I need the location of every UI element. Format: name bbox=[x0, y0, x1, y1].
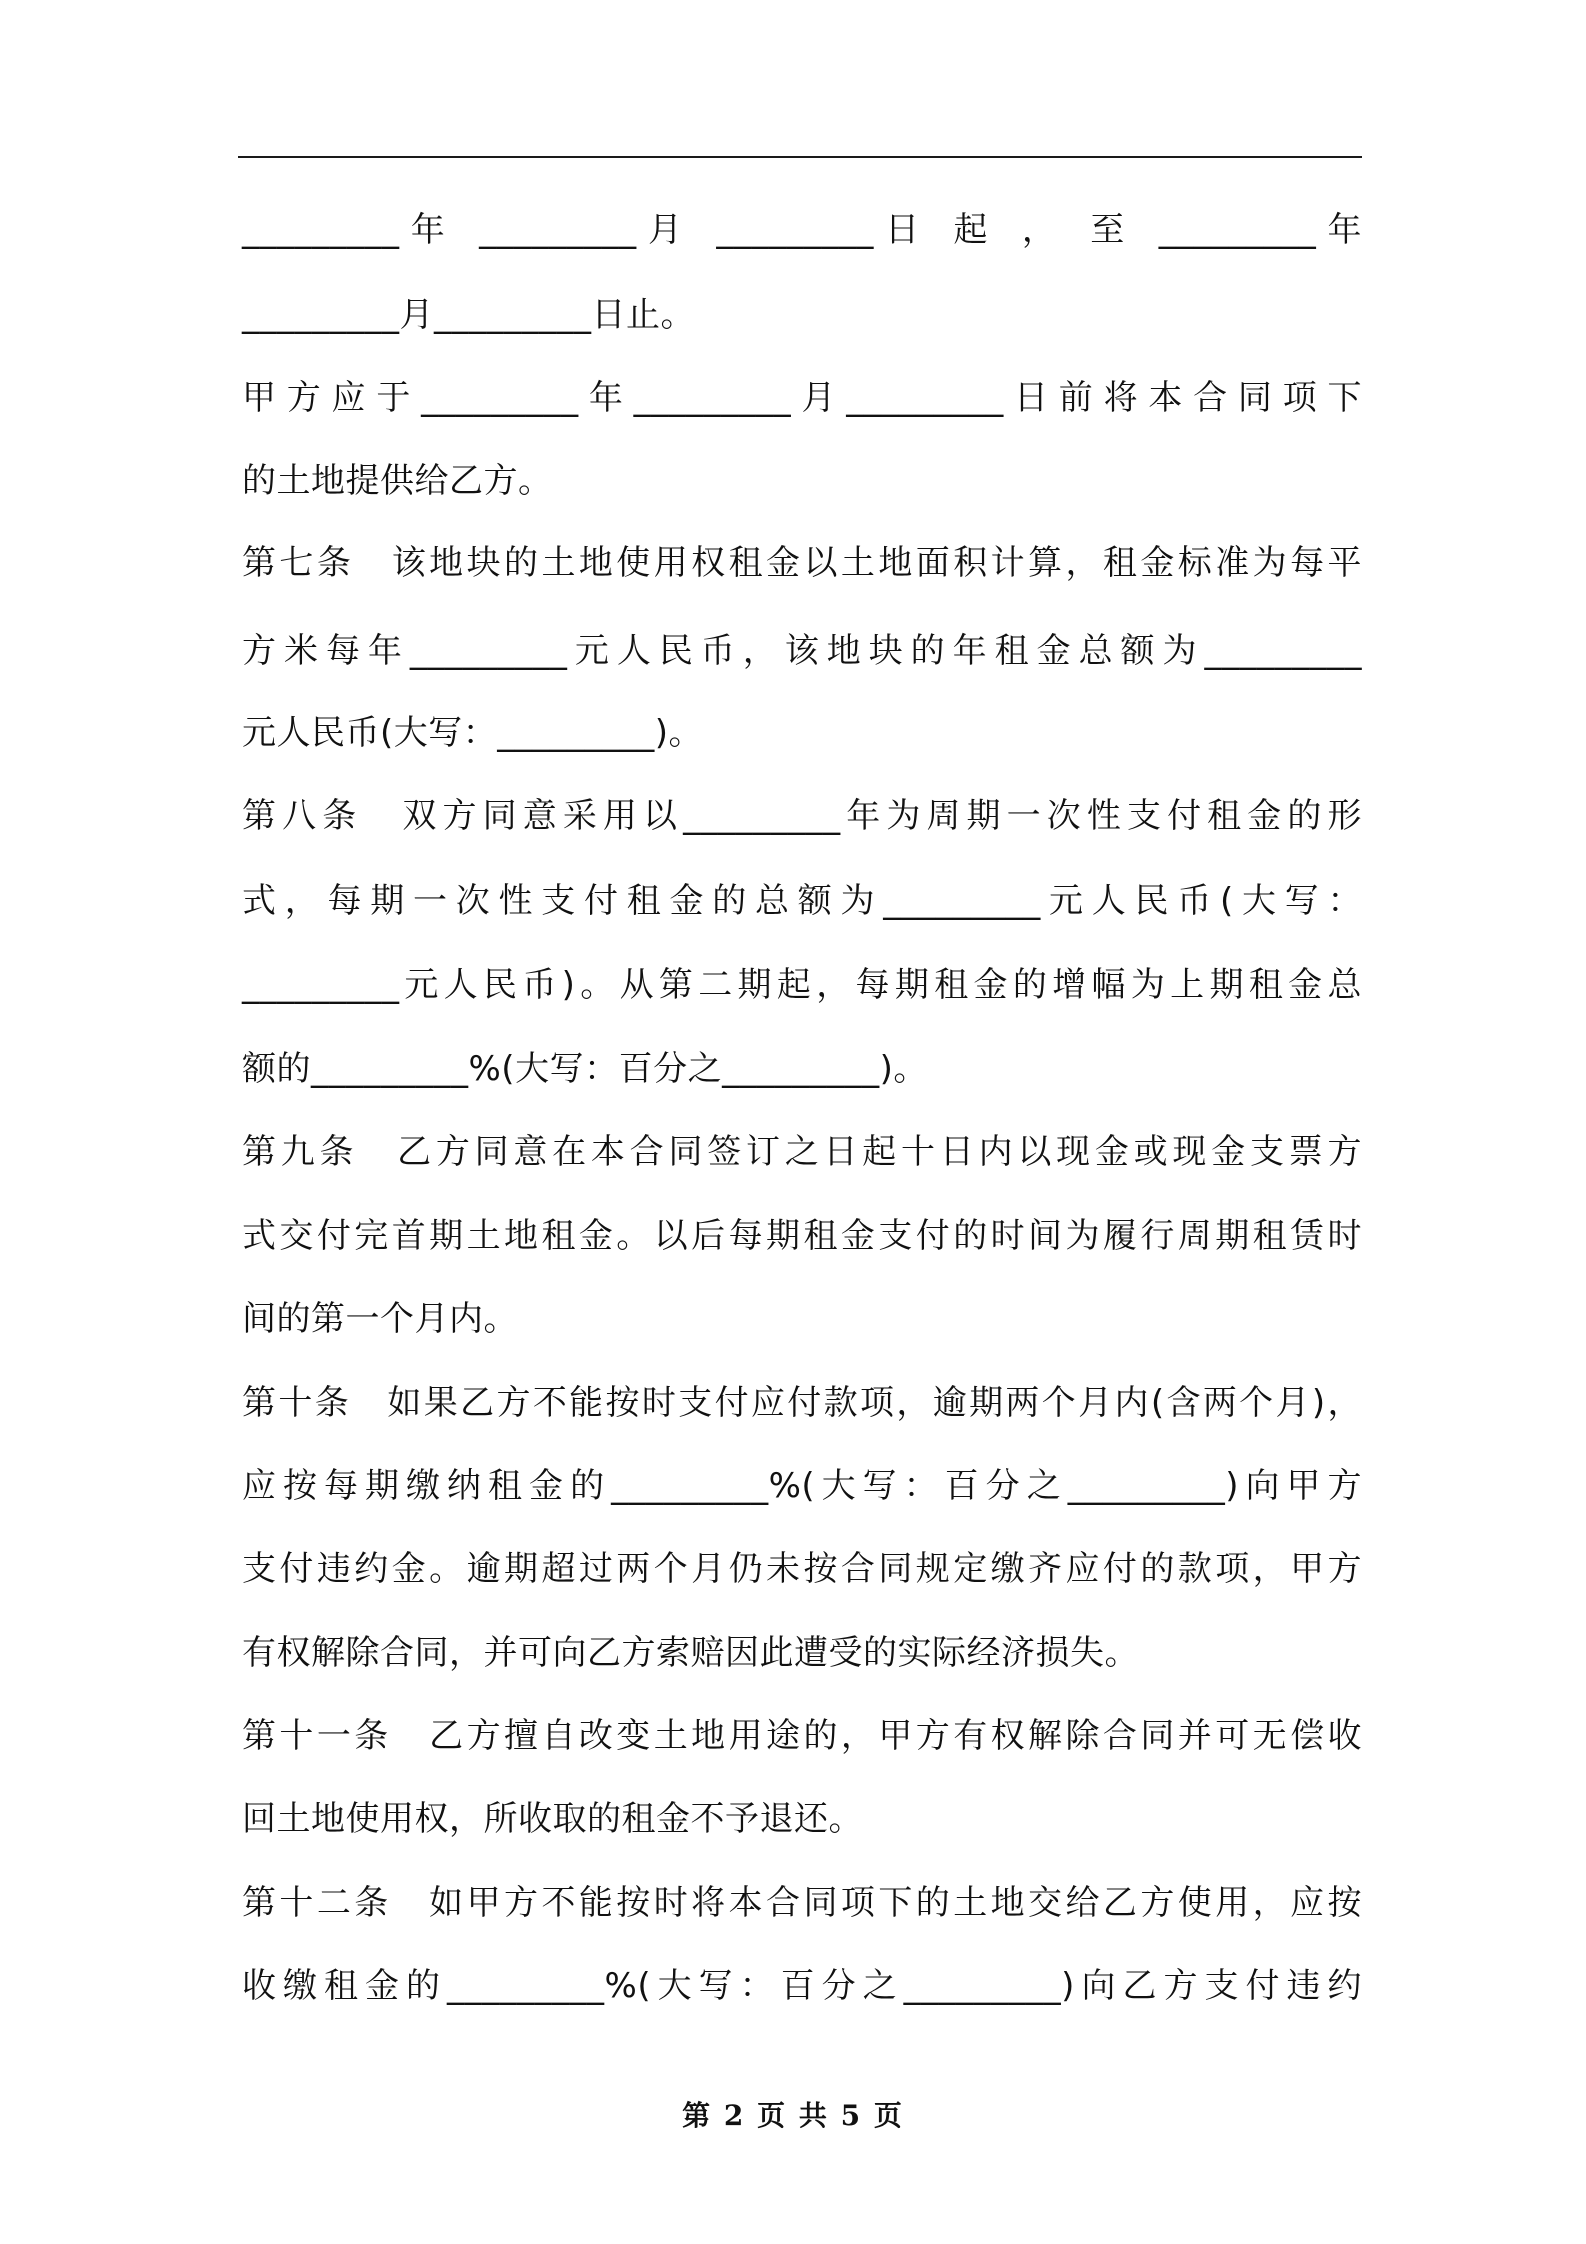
text-line: 的土地提供给乙方。 bbox=[242, 461, 553, 501]
text-line: 甲方应于_________年_________月_________日前将本合同项下 bbox=[242, 378, 1362, 418]
text-line: 第十条 如果乙方不能按时支付应付款项，逾期两个月内(含两个月)， bbox=[242, 1383, 1362, 1423]
text-line: 额的_________%(大写：百分之_________)。 bbox=[242, 1049, 928, 1089]
text-line: _________年 _________月 _________日 起 ， 至 _________年 bbox=[242, 210, 1362, 250]
text-line: 元人民币(大写：_________)。 bbox=[242, 713, 704, 753]
text-line: 支付违约金。逾期超过两个月仍未按合同规定缴齐应付的款项，甲方 bbox=[242, 1549, 1362, 1589]
text-line: 回土地使用权，所收取的租金不予退还。 bbox=[242, 1799, 863, 1839]
page-number-footer: 第 2 页 共 5 页 bbox=[682, 2099, 904, 2132]
text-line: 有权解除合同，并可向乙方索赔因此遭受的实际经济损失。 bbox=[242, 1633, 1139, 1673]
text-line: 第七条 该地块的土地使用权租金以土地面积计算，租金标准为每平 bbox=[242, 543, 1362, 583]
text-line: 第十一条 乙方擅自改变土地用途的，甲方有权解除合同并可无偿收 bbox=[242, 1716, 1362, 1756]
text-line: 式交付完首期土地租金。以后每期租金支付的时间为履行周期租赁时 bbox=[242, 1216, 1362, 1256]
text-line: _________月_________日止。 bbox=[242, 295, 695, 335]
text-line: 间的第一个月内。 bbox=[242, 1299, 518, 1339]
text-line: 式，每期一次性支付租金的总额为_________元人民币(大写： bbox=[242, 881, 1362, 921]
text-line: 收缴租金的_________%(大写：百分之_________)向乙方支付违约 bbox=[242, 1966, 1362, 2006]
text-line: 方米每年_________元人民币，该地块的年租金总额为_________ bbox=[242, 631, 1362, 671]
text-line: _________元人民币)。从第二期起，每期租金的增幅为上期租金总 bbox=[242, 965, 1362, 1005]
text-line: 第八条 双方同意采用以_________年为周期一次性支付租金的形 bbox=[242, 796, 1362, 836]
document-body bbox=[242, 0, 1362, 2244]
text-line: 应按每期缴纳租金的_________%(大写：百分之_________)向甲方 bbox=[242, 1466, 1362, 1506]
text-line: 第十二条 如甲方不能按时将本合同项下的土地交给乙方使用，应按 bbox=[242, 1883, 1362, 1923]
text-line: 第九条 乙方同意在本合同签订之日起十日内以现金或现金支票方 bbox=[242, 1132, 1362, 1172]
